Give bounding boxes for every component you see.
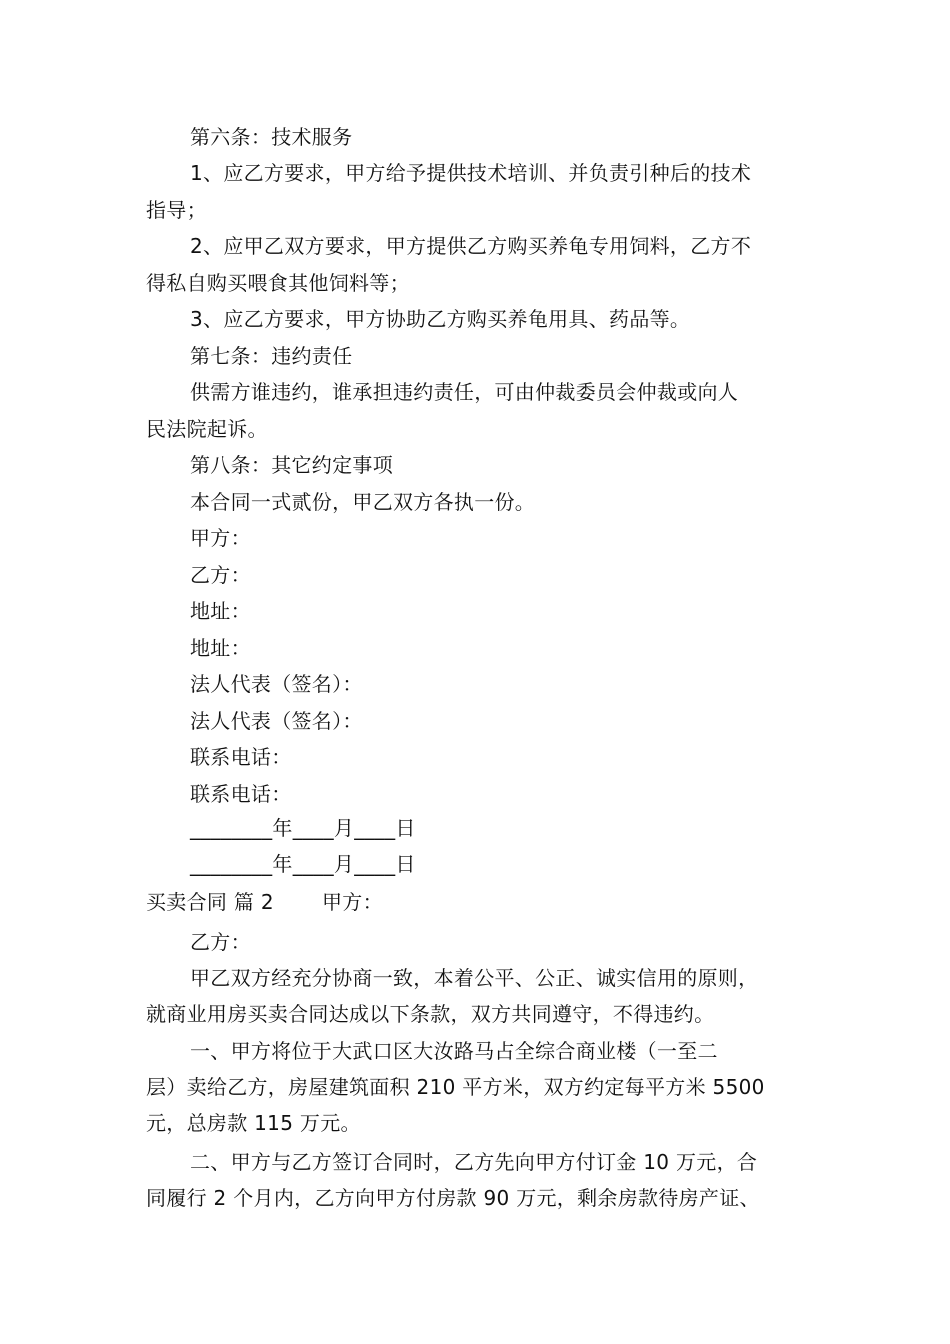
phone-label-2: 联系电话： — [190, 782, 292, 806]
address-label-1: 地址： — [190, 599, 251, 623]
clause-6-1-cont: 指导； — [146, 198, 207, 222]
contract-2-clause-2-cont: 同履行 2 个月内，乙方向甲方付房款 90 万元，剩余房款待房产证、 — [146, 1186, 760, 1210]
clause-6-2: 2、应甲乙双方要求，甲方提供乙方购买养龟专用饲料，乙方不 — [190, 234, 752, 258]
contract-2-intro-cont: 就商业用房买卖合同达成以下条款，双方共同遵守，不得违约。 — [146, 1002, 715, 1026]
legal-rep-label-1: 法人代表（签名）： — [190, 672, 363, 696]
contract-2-intro: 甲乙双方经充分协商一致，本着公平、公正、诚实信用的原则， — [190, 966, 759, 990]
legal-rep-label-2: 法人代表（签名）： — [190, 709, 363, 733]
article-7-text-cont: 民法院起诉。 — [146, 417, 268, 441]
contract-2-clause-1: 一、甲方将位于大武口区大汝路马占全综合商业楼（一至二 — [190, 1039, 718, 1063]
clause-6-2-cont: 得私自购买喂食其他饲料等； — [146, 271, 410, 295]
contract-2-party-a: 甲方： — [322, 890, 383, 914]
article-8-heading: 第八条：其它约定事项 — [190, 453, 393, 477]
section-title: 买卖合同 篇 2 — [146, 890, 274, 914]
contract-2-clause-1-cont-2: 元，总房款 115 万元。 — [146, 1111, 361, 1135]
phone-label-1: 联系电话： — [190, 745, 292, 769]
address-label-2: 地址： — [190, 636, 251, 660]
date-line-2: ________年____月____日 — [190, 852, 416, 876]
article-6-heading: 第六条：技术服务 — [190, 125, 353, 149]
party-a-label: 甲方： — [190, 526, 251, 550]
clause-6-1: 1、应乙方要求，甲方给予提供技术培训、并负责引种后的技术 — [190, 161, 752, 185]
article-7-heading: 第七条：违约责任 — [190, 344, 353, 368]
article-7-text: 供需方谁违约，谁承担违约责任，可由仲裁委员会仲裁或向人 — [190, 380, 739, 404]
clause-6-3: 3、应乙方要求，甲方协助乙方购买养龟用具、药品等。 — [190, 307, 691, 331]
contract-2-party-b: 乙方： — [190, 930, 251, 954]
party-b-label: 乙方： — [190, 563, 251, 587]
contract-2-clause-1-cont: 层）卖给乙方，房屋建筑面积 210 平方米，双方约定每平方米 5500 — [146, 1075, 765, 1099]
date-line-1: ________年____月____日 — [190, 816, 416, 840]
article-8-text: 本合同一式贰份，甲乙双方各执一份。 — [190, 490, 536, 514]
contract-2-clause-2: 二、甲方与乙方签订合同时，乙方先向甲方付订金 10 万元，合 — [190, 1150, 758, 1174]
